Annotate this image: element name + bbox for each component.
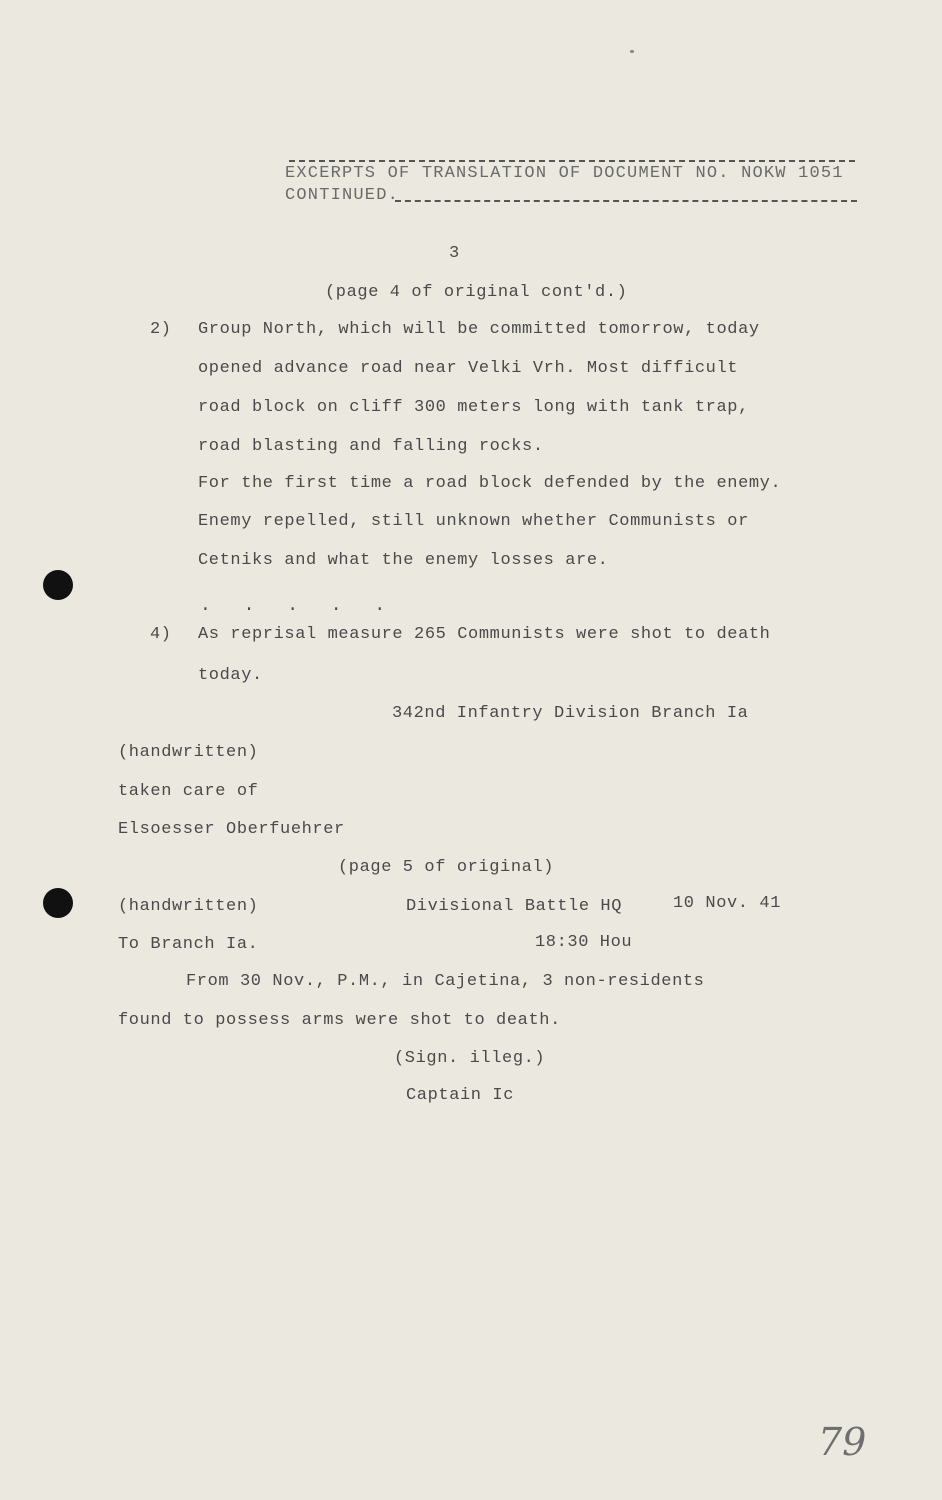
header-continued: CONTINUED. [285,186,400,205]
item-2-line: Cetniks and what the enemy losses are. [198,551,609,570]
addressee: To Branch Ia. [118,935,259,954]
message-line: found to possess arms were shot to death. [118,1011,561,1030]
item-2-line: road block on cliff 300 meters long with tank trap, [198,398,749,417]
page-note-original-4: (page 4 of original cont'd.) [325,283,628,302]
message-date: 10 Nov. 41 [673,894,782,913]
message-time: 18:30 Hou [535,933,633,952]
speck-mark [630,50,634,53]
item-2-line: road blasting and falling rocks. [198,437,544,456]
taken-care-of-note: taken care of [118,782,259,801]
section-number: 3 [449,244,460,263]
handwritten-page-number: 79 [818,1420,867,1464]
header-title: EXCERPTS OF TRANSLATION OF DOCUMENT NO. NOKW 1051 [285,164,844,183]
header-rule-bottom [395,200,857,202]
battle-hq-label: Divisional Battle HQ [406,897,623,916]
item-2-line: Group North, which will be committed tomorrow, today [198,320,760,339]
punch-hole-top [43,570,73,600]
message-line: From 30 Nov., P.M., in Cajetina, 3 non-residents [186,972,705,991]
punch-hole-bottom [43,888,73,918]
signature-illegible: (Sign. illeg.) [394,1049,546,1068]
item-4-number: 4) [150,625,172,644]
header-rule-top [289,160,855,162]
signer-oberfuehrer: Elsoesser Oberfuehrer [118,820,345,839]
item-2-line: For the first time a road block defended by the enemy. [198,474,782,493]
item-2-line: opened advance road near Velki Vrh. Most difficult [198,359,739,378]
item-4-line: today. [198,666,263,685]
signer-captain: Captain Ic [406,1086,515,1105]
item-2-line: Enemy repelled, still unknown whether Communists or [198,512,749,531]
item-4-line: As reprisal measure 265 Communists were shot to death [198,625,771,644]
item-2-number: 2) [150,320,172,339]
handwritten-note-1: (handwritten) [118,743,259,762]
handwritten-note-2: (handwritten) [118,897,259,916]
page-note-original-5: (page 5 of original) [338,858,555,877]
division-signature-line: 342nd Infantry Division Branch Ia [392,704,749,723]
ellipsis-omission: . . . . . [200,596,397,616]
